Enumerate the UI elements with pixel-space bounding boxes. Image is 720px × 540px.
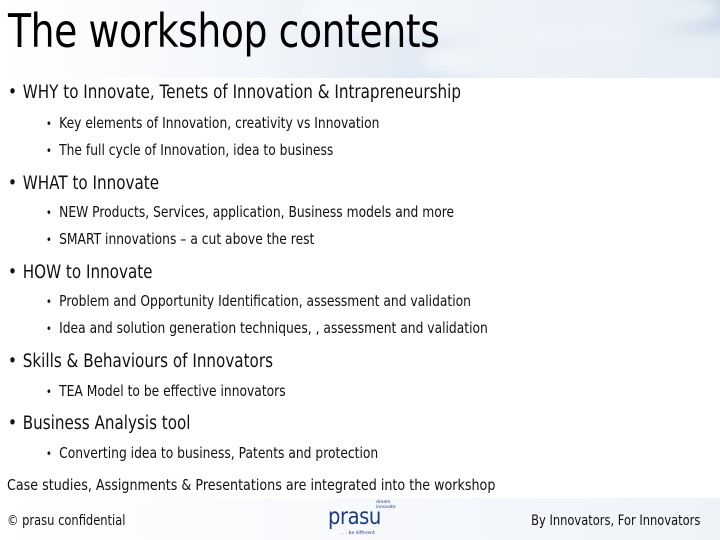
bullet-icon: • [46,385,52,399]
workshop-footnote: Case studies, Assignments & Presentations are integrated into the workshop [7,476,496,494]
section-heading-text: Skills & Behaviours of Innovators [22,351,273,372]
section-item [46,444,378,462]
section-heading-text: Business Analysis tool [22,413,191,434]
title-band [0,0,720,78]
section-item-text: The full cycle of Innovation, idea to business [59,141,334,159]
bullet-icon: • [8,351,17,372]
logo-tagline-bottom: . . . be different [340,531,375,536]
bullet-icon: • [8,262,17,283]
section-item [46,230,314,248]
section-item [46,203,454,221]
section-heading-text: WHY to Innovate, Tenets of Innovation & Intrapreneurship [22,82,461,103]
section-heading [8,351,273,372]
section-item [46,382,286,400]
bullet-icon: • [46,206,52,220]
section-heading [8,173,159,194]
bullet-icon: • [46,233,52,247]
section-item-text: TEA Model to be effective innovators [59,382,286,400]
bullet-icon: • [46,295,52,309]
section-item-text: SMART innovations – a cut above the rest [59,230,315,248]
logo-wordmark: prasu [328,504,381,530]
bullet-icon: • [46,447,52,461]
section-heading-text: HOW to Innovate [22,262,153,283]
section-item-text: NEW Products, Services, application, Business models and more [59,203,455,221]
section-item [46,319,488,337]
section-item-text: Problem and Opportunity Identification, assessment and validation [59,292,471,310]
confidential-label: © prasu confidential [7,513,126,529]
bullet-icon: • [46,144,52,158]
bullet-icon: • [8,413,17,434]
section-heading [8,413,191,434]
bullet-icon: • [8,82,17,103]
section-item-text: Key elements of Innovation, creativity vs Innovation [59,114,380,132]
bullet-icon: • [46,117,52,131]
section-item [46,292,471,310]
section-item [46,114,379,132]
prasu-logo [326,500,400,540]
section-heading [8,262,153,283]
logo-tagline-top: dream innovate [376,500,396,510]
section-item-text: Converting idea to business, Patents and protection [59,444,379,462]
section-item-text: Idea and solution generation techniques, , assessment and validation [59,319,488,337]
slide-title: The workshop contents [8,4,440,58]
section-heading-text: WHAT to Innovate [22,173,160,194]
section-item [46,141,333,159]
section-heading [8,82,461,103]
bullet-icon: • [8,173,17,194]
footer-slogan: By Innovators, For Innovators [530,513,700,529]
bullet-icon: • [46,322,52,336]
